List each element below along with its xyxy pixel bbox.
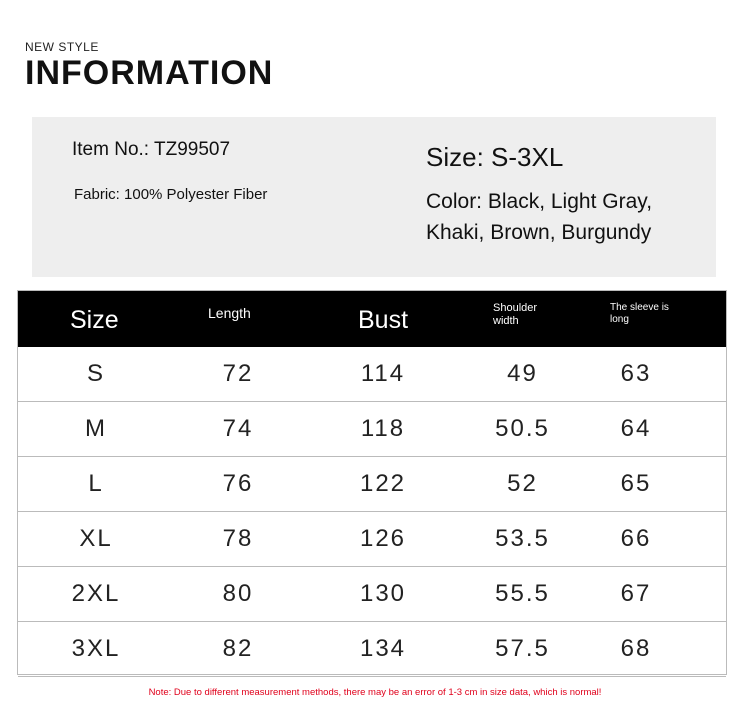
cell-length: 82 [222, 635, 254, 662]
cell-sleeve-length: 66 [620, 525, 652, 552]
cell-size: L [88, 470, 104, 497]
cell-bust: 134 [359, 635, 407, 662]
size-table [17, 290, 727, 675]
header-sleeve-length: The sleeve is long [610, 302, 669, 325]
cell-size: M [85, 415, 107, 442]
table-row [18, 567, 726, 622]
cell-shoulder-width: 50.5 [495, 415, 550, 442]
cell-length: 74 [222, 415, 254, 442]
header-length: Length [208, 305, 251, 321]
table-header [18, 291, 726, 347]
cell-length: 72 [222, 360, 254, 387]
size-range: Size: S-3XL [426, 142, 564, 172]
cell-shoulder-width: 53.5 [495, 525, 550, 552]
page-title: INFORMATION [25, 54, 274, 92]
cell-shoulder-width: 52 [507, 470, 538, 497]
table-row [18, 402, 726, 457]
cell-bust: 122 [359, 470, 407, 497]
cell-shoulder-width: 55.5 [495, 580, 550, 607]
cell-sleeve-length: 65 [620, 470, 652, 497]
info-panel [32, 117, 716, 277]
cell-sleeve-length: 68 [620, 635, 652, 662]
eyebrow-label: NEW STYLE [25, 40, 99, 54]
cell-length: 76 [222, 470, 254, 497]
cell-sleeve-length: 64 [620, 415, 652, 442]
header-size: Size [70, 306, 119, 334]
cell-size: 2XL [71, 580, 121, 607]
fabric-info: Fabric: 100% Polyester Fiber [74, 186, 268, 203]
cell-shoulder-width: 57.5 [495, 635, 550, 662]
measurement-note: Note: Due to different measurement methods, there may be an error of 1-3 cm in size data, which is normal! [148, 687, 602, 698]
cell-bust: 130 [359, 580, 407, 607]
header-shoulder-width: Shoulder width [493, 302, 538, 327]
cell-length: 80 [222, 580, 254, 607]
color-info: Color: Black, Light Gray, Khaki, Brown, Burgundy [426, 190, 653, 244]
cell-shoulder-width: 49 [507, 360, 538, 387]
cell-size: XL [79, 525, 113, 552]
cell-bust: 126 [359, 525, 407, 552]
cell-length: 78 [222, 525, 254, 552]
cell-bust: 118 [360, 415, 406, 442]
cell-bust: 114 [360, 360, 406, 387]
cell-sleeve-length: 67 [620, 580, 652, 607]
table-row [18, 347, 726, 402]
cell-size: 3XL [71, 635, 121, 662]
table-row [18, 622, 726, 677]
cell-sleeve-length: 63 [620, 360, 652, 387]
table-row [18, 457, 726, 512]
cell-size: S [86, 360, 105, 387]
item-number: Item No.: TZ99507 [72, 139, 231, 160]
table-row [18, 512, 726, 567]
header-bust: Bust [358, 306, 409, 334]
